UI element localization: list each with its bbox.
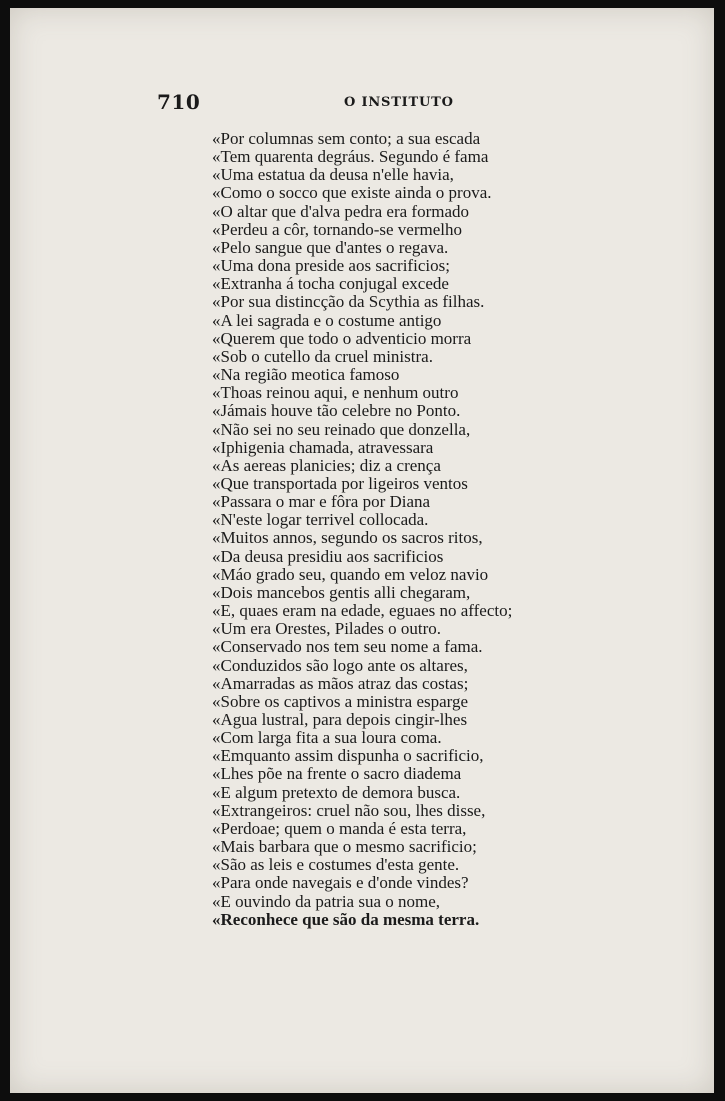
verse-line: «Extranha á tocha conjugal excede [212,274,449,294]
verse-line: «Perdoae; quem o manda é esta terra, [212,818,467,838]
verse-line: «Dois mancebos gentis alli chegaram, [212,582,471,602]
verse-line: «Passara o mar e fôra por Diana [212,492,431,512]
verse-line: «Sobre os captivos a ministra esparge [212,691,469,711]
verse-line: «Lhes põe na frente o sacro diadema [212,764,462,784]
verse-line: «Na região meotica famoso [212,365,400,385]
verse-line: «Da deusa presidiu aos sacrificios [212,546,444,566]
verse-line: «Uma estatua da deusa n'elle havia, [212,165,454,185]
verse-line: «E, quaes eram na edade, eguaes no affecto; [212,601,513,621]
verse-line: «Sob o cutello da cruel ministra. [212,346,433,366]
verse-line: «Thoas reinou aqui, e nenhum outro [212,383,459,403]
verse-line: «Por sua distincção da Scythia as filhas. [212,292,485,312]
verse-line: «Por columnas sem conto; a sua escada [212,129,481,148]
verse-line: «Mais barbara que o mesmo sacrificio; [212,837,477,857]
verse-line: «Conduzidos são logo ante os altares, [212,655,468,675]
verse-line: «Emquanto assim dispunha o sacrificio, [212,746,484,766]
verse-line: «Como o socco que existe ainda o prova. [212,183,492,203]
verse-line: «Com larga fita a sua loura coma. [212,728,442,748]
verse-line: «Muitos annos, segundo os sacros ritos, [212,528,483,548]
verse-line: «Tem quarenta degráus. Segundo é fama [212,147,489,167]
verse-line: «A lei sagrada e o costume antigo [212,310,442,330]
poem-verses [212,130,512,929]
verse-line: «E algum pretexto de demora busca. [212,782,461,802]
verse-line: «O altar que d'alva pedra era formado [212,201,469,221]
verse-line: «Pelo sangue que d'antes o regava. [212,237,449,257]
verse-line: «N'este logar terrivel collocada. [212,510,429,530]
verse-line: «Perdeu a côr, tornando-se vermelho [212,219,462,239]
verse-line: «Agua lustral, para depois cingir-lhes [212,710,468,729]
verse-line: «Uma dona preside aos sacrificios; [212,256,450,276]
verse-line: «Reconhece que são da mesma terra. [212,909,480,929]
verse-line: «E ouvindo da patria sua o nome, [212,891,441,911]
book-page [10,8,714,1093]
verse-line: «Conservado nos tem seu nome a fama. [212,637,483,657]
verse-line: «Extrangeiros: cruel não sou, lhes disse, [212,800,486,820]
verse-line: «As aereas planicies; diz a crença [212,455,441,475]
verse-line: «Querem que todo o adventicio morra [212,328,472,348]
verse-line: «Máo grado seu, quando em veloz navio [212,564,489,584]
verse-line: «Iphigenia chamada, atravessara [212,437,434,457]
verse-line: «Um era Orestes, Pilades o outro. [212,619,441,639]
verse-line: «São as leis e costumes d'esta gente. [212,855,460,875]
page-number: 710 [157,90,201,114]
verse-line: «Que transportada por ligeiros ventos [212,473,468,493]
running-title: O INSTITUTO [344,95,454,110]
verse-line: «Amarradas as mãos atraz das costas; [212,673,469,693]
page-header [10,90,714,114]
verse-line: «Não sei no seu reinado que donzella, [212,419,471,439]
verse-line: «Jámais houve tão celebre no Ponto. [212,401,461,421]
verse-line: «Para onde navegais e d'onde vindes? [212,873,469,893]
